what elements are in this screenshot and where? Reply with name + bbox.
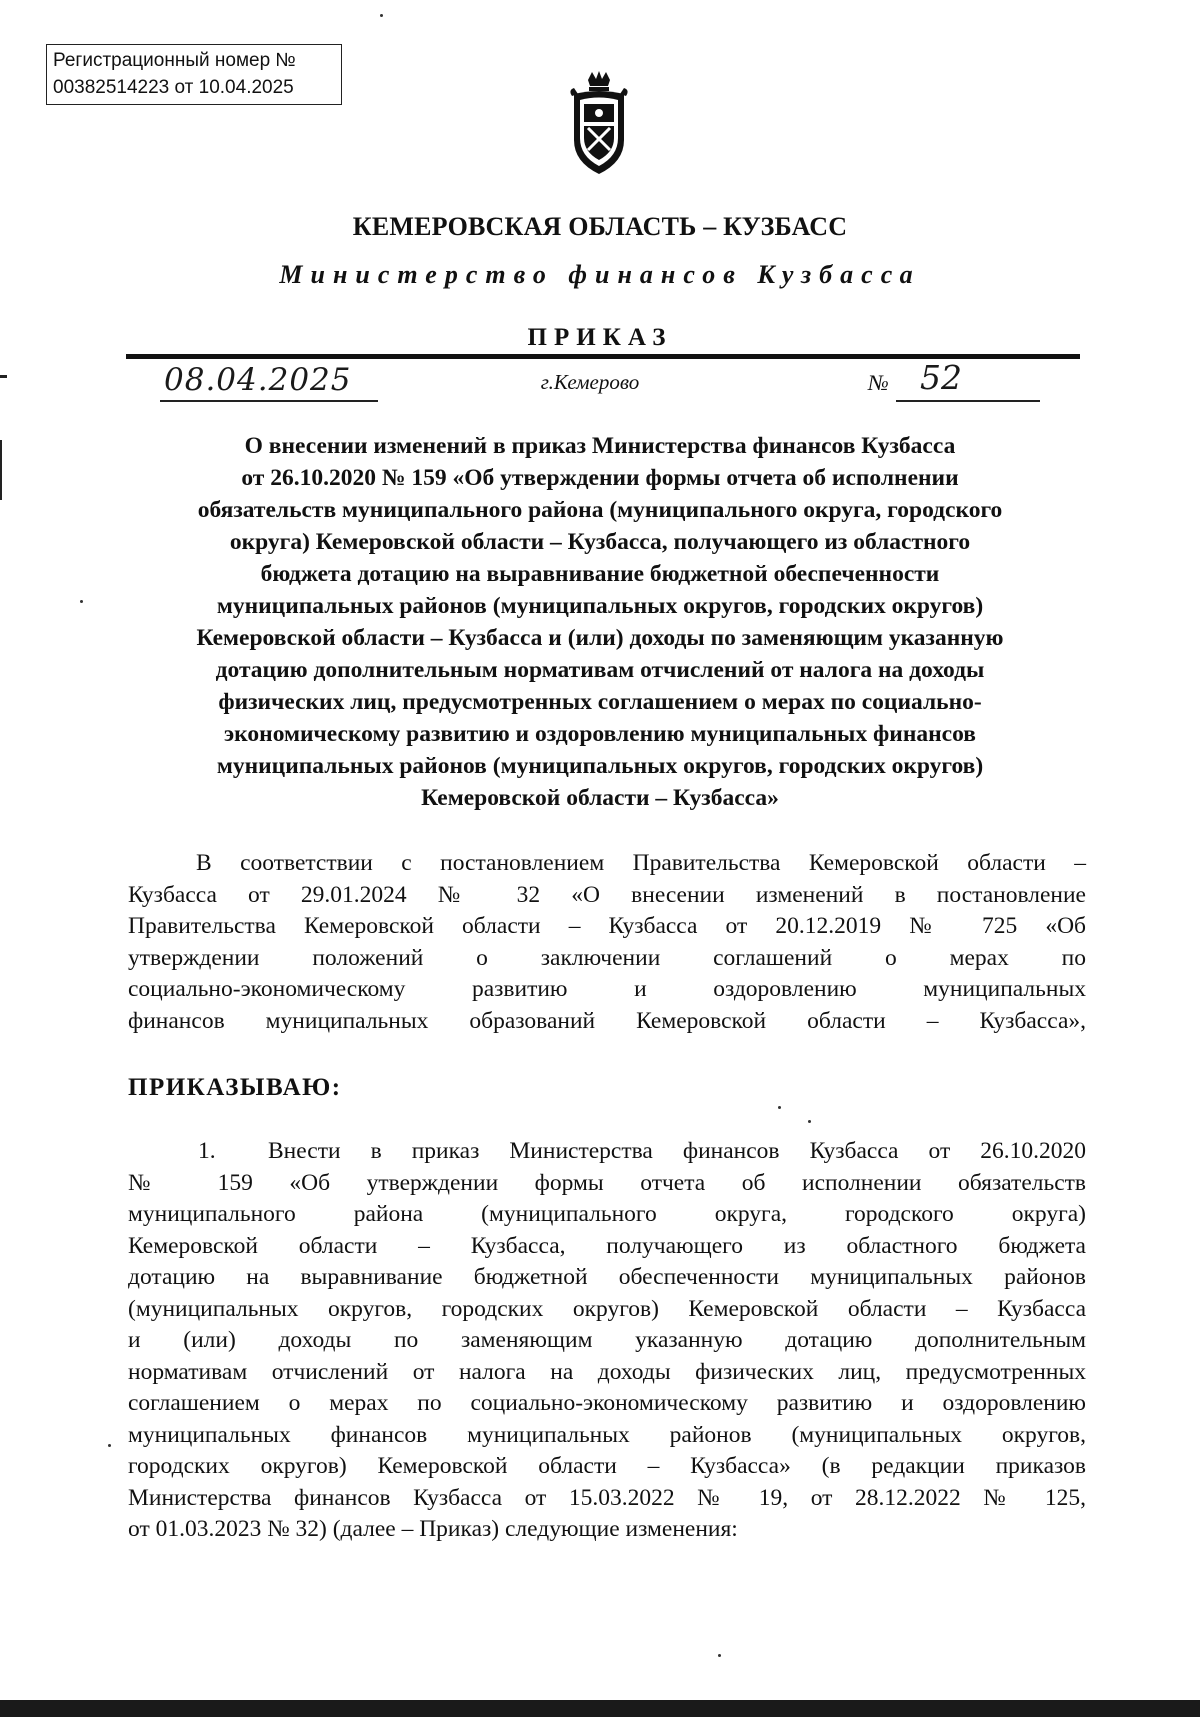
registration-line-2: 00382514223 от 10.04.2025	[53, 77, 294, 98]
date-underline	[160, 400, 378, 402]
subject-line: Кемеровской области – Кузбасса и (или) доходы по заменяющим указанную	[196, 625, 1004, 651]
item-1-line: и (или) доходы по заменяющим указанную дотацию дополнительным	[128, 1327, 1086, 1353]
subject-line: экономическому развитию и оздоровлению муниципальных финансов	[224, 721, 976, 747]
item-1-line: муниципального района (муниципального округа, городского округа)	[128, 1201, 1086, 1227]
item-1-line: городских округов) Кемеровской области – Кузбасса» (в редакции приказов	[128, 1453, 1086, 1479]
order-city: г.Кемерово	[540, 370, 640, 394]
subject-line: обязательств муниципального района (муниципального округа, городского	[197, 497, 1003, 523]
scan-speck	[380, 14, 383, 17]
subject-line: Кемеровской области – Кузбасса»	[421, 785, 779, 811]
scan-speck	[808, 1120, 811, 1123]
subject-line: дотацию дополнительным нормативам отчислений от налога на доходы	[215, 657, 985, 683]
preamble-line: утверждении положений о заключении соглашений о мерах по	[128, 944, 1086, 971]
subject-line: бюджета дотацию на выравнивание бюджетной обеспеченности	[260, 561, 940, 587]
item-1-line: № 159 «Об утверждении формы отчета об исполнении обязательств	[128, 1169, 1086, 1196]
preamble-line: финансов муниципальных образований Кемеровской области – Кузбасса»,	[128, 1007, 1086, 1034]
preamble-paragraph	[128, 848, 1086, 1037]
scan-edge-mark	[0, 375, 7, 378]
order-number: 52	[920, 358, 962, 397]
registration-line-1: Регистрационный номер №	[53, 50, 296, 71]
item-1-line-text: Внести в приказ Министерства финансов Кузбасса от 26.10.2020	[268, 1138, 1086, 1164]
item-1-line: соглашением о мерах по социально-экономическому развитию и оздоровлению	[128, 1390, 1086, 1416]
preamble-line: В соответствии с постановлением Правительства Кемеровской области –	[196, 850, 1086, 876]
item-1-line: Министерства финансов Кузбасса от 15.03.2022 № 19, от 28.12.2022 № 125,	[128, 1484, 1086, 1511]
coat-of-arms-icon	[558, 70, 640, 176]
item-1-line: дотацию на выравнивание бюджетной обеспеченности муниципальных районов	[128, 1264, 1086, 1290]
item-1-line: нормативам отчислений от налога на доходы физических лиц, предусмотренных	[128, 1358, 1086, 1385]
subject-line: от 26.10.2020 № 159 «Об утверждении формы отчета об исполнении	[241, 465, 959, 491]
directive-heading: ПРИКАЗЫВАЮ:	[128, 1074, 342, 1101]
item-1-paragraph	[128, 1136, 1086, 1546]
preamble-line: социально-экономическому развитию и оздоровлению муниципальных	[128, 976, 1086, 1002]
preamble-line: Правительства Кемеровской области – Кузбасса от 20.12.2019 № 725 «Об	[128, 913, 1086, 939]
item-1-number: 1.	[198, 1138, 216, 1164]
scan-edge-mark	[0, 1700, 1200, 1717]
subject-line: физических лиц, предусмотренных соглашением о мерах по социально-	[218, 689, 982, 715]
scan-edge-mark	[0, 440, 2, 500]
number-underline	[896, 400, 1040, 402]
item-1-line: муниципальных финансов муниципальных районов (муниципальных округов,	[128, 1421, 1086, 1448]
subject-line: округа) Кемеровской области – Кузбасса, получающего из областного	[229, 529, 971, 555]
order-subject	[120, 430, 1080, 814]
order-number-label: №	[868, 370, 889, 395]
registration-stamp	[46, 44, 342, 105]
region-title: КЕМЕРОВСКАЯ ОБЛАСТЬ – КУЗБАСС	[352, 212, 848, 241]
item-1-line: (муниципальных округов, городских округов) Кемеровской области – Кузбасса	[128, 1295, 1086, 1322]
scan-speck	[108, 1444, 111, 1447]
scan-speck	[718, 1654, 721, 1657]
preamble-line: Кузбасса от 29.01.2024 № 32 «О внесении изменений в постановление	[128, 881, 1086, 908]
item-1-line	[128, 1136, 1086, 1168]
scan-speck	[80, 600, 83, 603]
ministry-title: Министерство финансов Кузбасса	[279, 260, 921, 289]
subject-line: муниципальных районов (муниципальных округов, городских округов)	[216, 753, 984, 779]
scan-speck	[778, 1106, 781, 1109]
subject-line: муниципальных районов (муниципальных округов, городских округов)	[216, 593, 984, 619]
item-1-line: Кемеровской области – Кузбасса, получающего из областного бюджета	[128, 1232, 1086, 1259]
order-title: ПРИКАЗ	[527, 324, 673, 351]
order-date: 08.04.2025	[164, 362, 352, 398]
subject-line: О внесении изменений в приказ Министерства финансов Кузбасса	[244, 433, 956, 459]
item-1-line: от 01.03.2023 № 32) (далее – Приказ) следующие изменения:	[128, 1516, 738, 1542]
